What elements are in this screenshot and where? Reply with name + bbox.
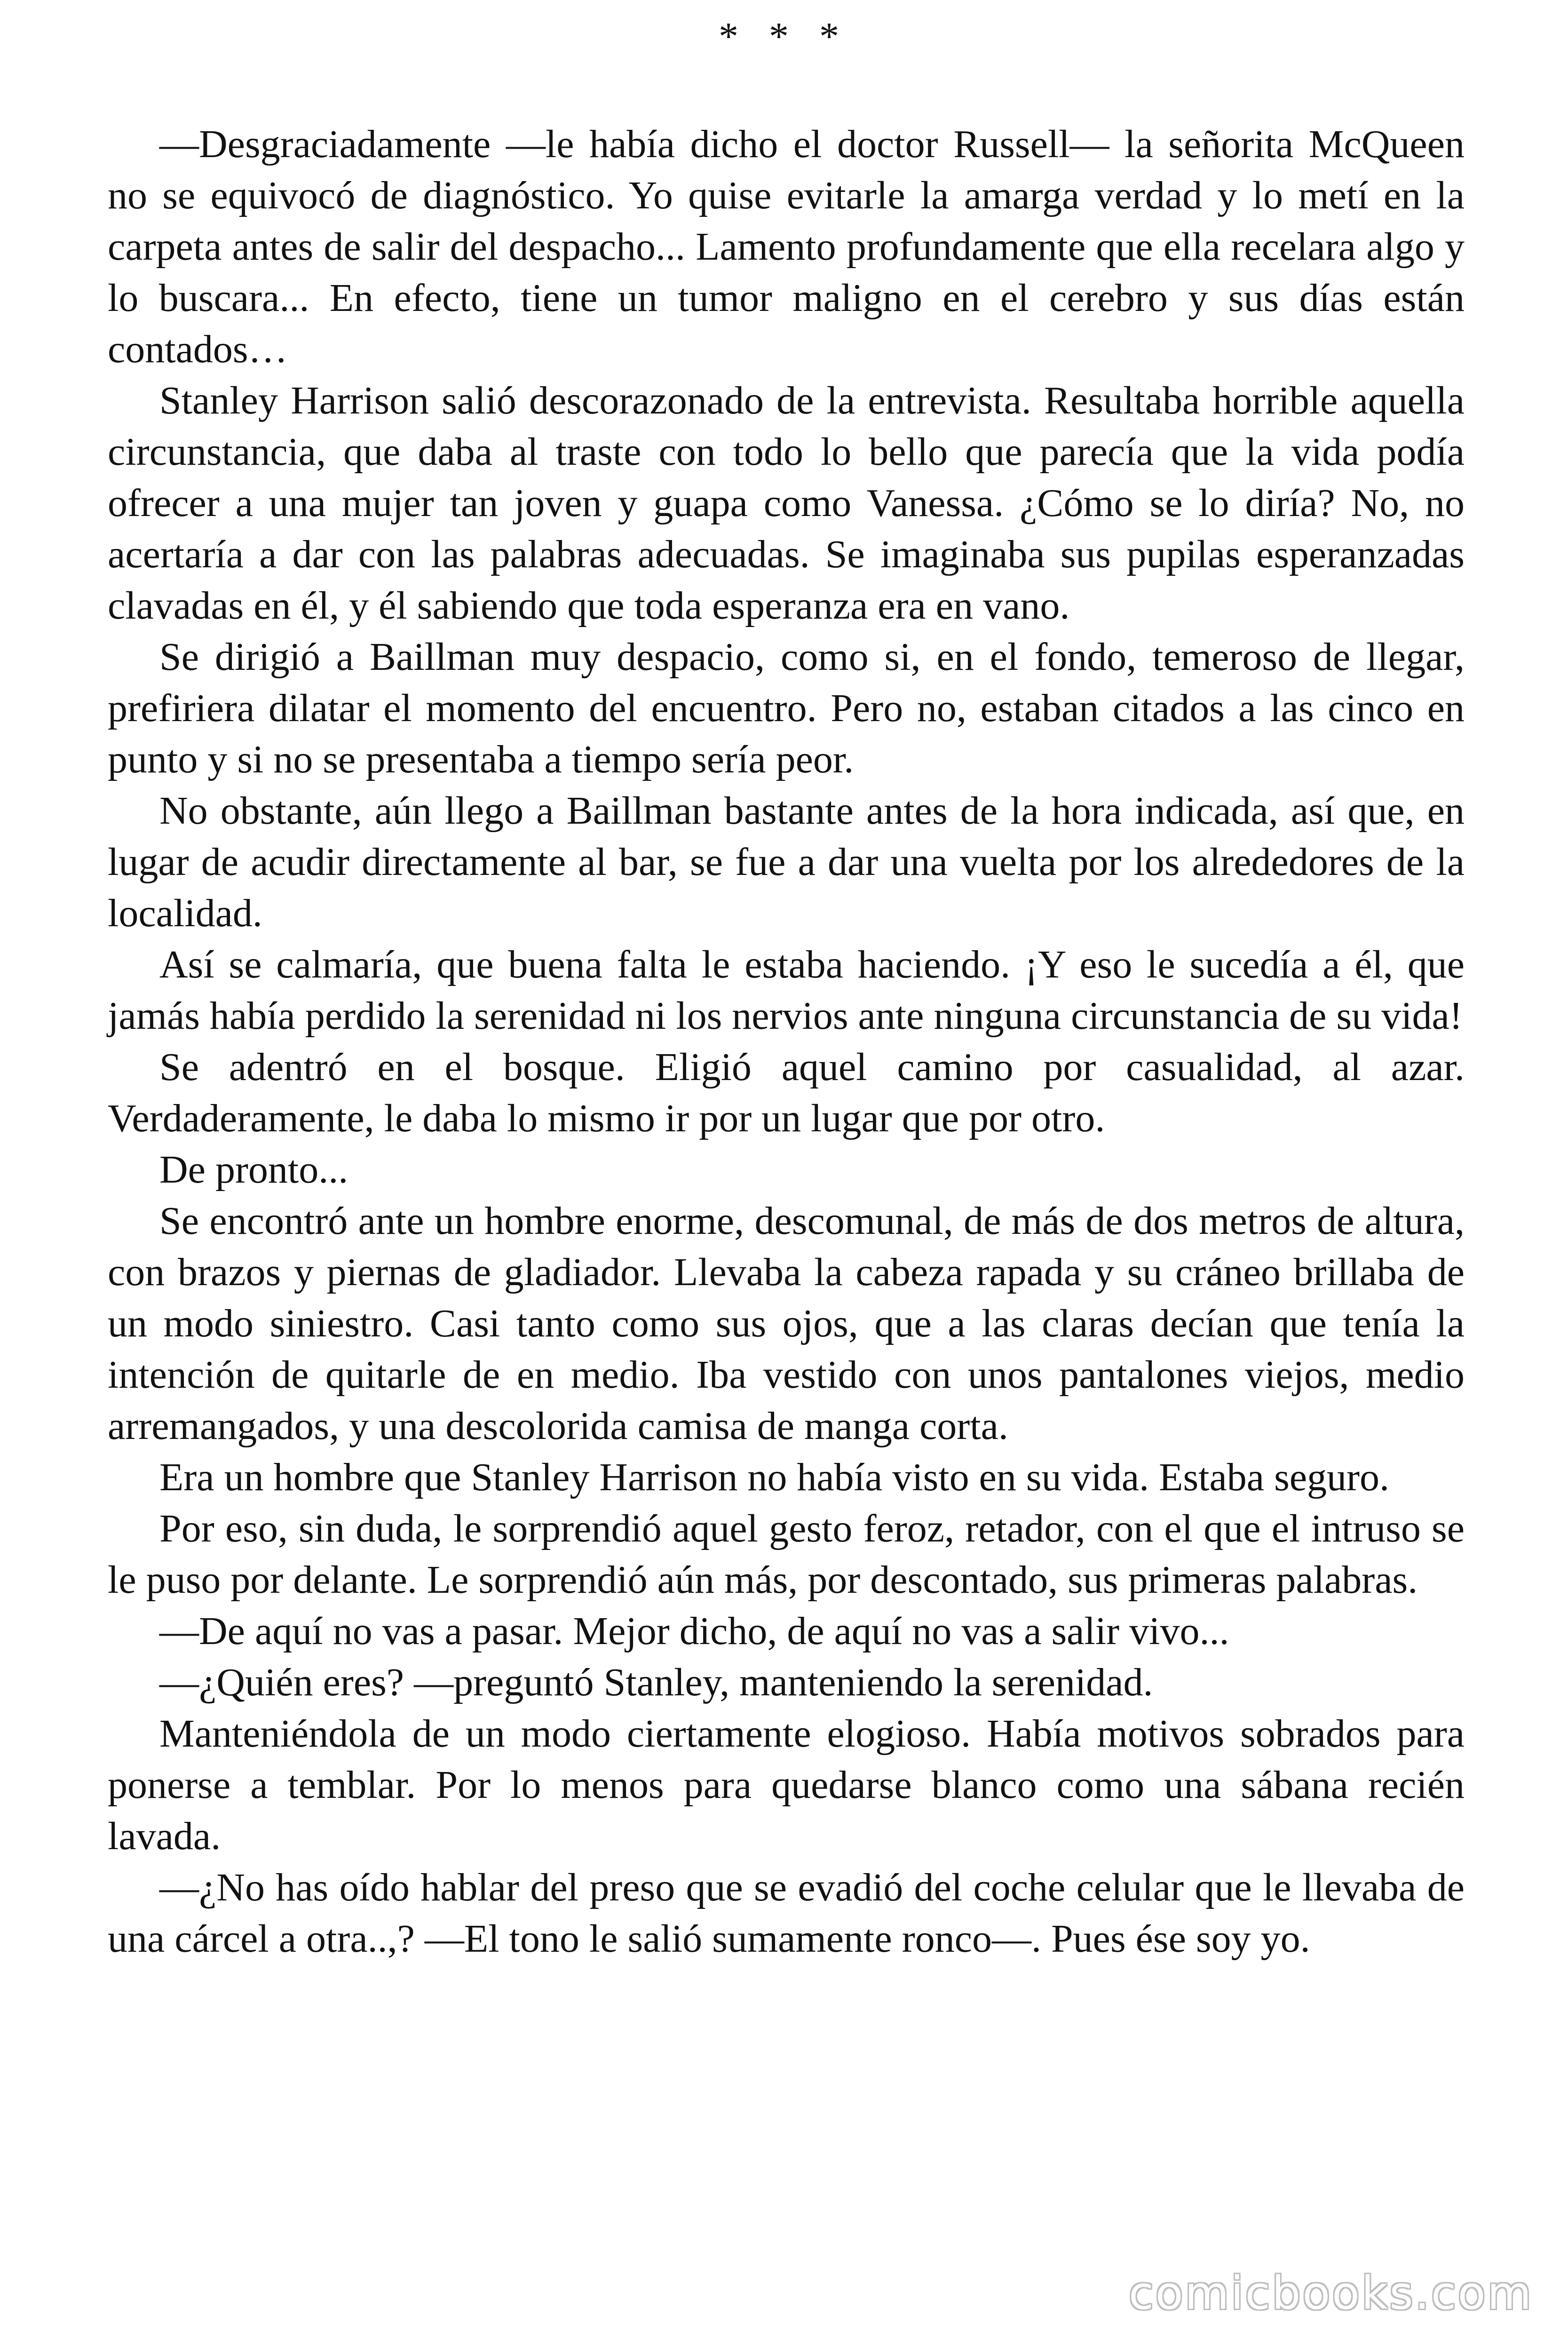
watermark-text: comicbooks.com xyxy=(1128,2267,1533,2320)
paragraph-2: Stanley Harrison salió descorazonado de la entrevista. Resultaba horrible aquella circunstancia, que daba al traste con todo lo bello que parecía que la vida podía ofrecer a una mujer tan joven y guapa como Vanessa. ¿Cómo se lo diría? No, no acertaría a dar con las palabras adecuadas. Se imaginaba sus pupilas esperanzadas clavadas en él, y él sabiendo que toda esperanza era en vano. xyxy=(108,379,1465,628)
paragraph-5: Así se calmaría, que buena falta le estaba haciendo. ¡Y eso le sucedía a él, que jamás había perdido la serenidad ni los nervios ante ninguna circunstancia de su vida! xyxy=(108,943,1465,1038)
paragraph-1: —Desgraciadamente —le había dicho el doctor Russell— la señorita McQueen no se equivocó de diagnóstico. Yo quise evitarle la amarga verdad y lo metí en la carpeta antes de salir del despacho... Lamento profundamente que ella recelara algo y lo buscara... En efecto, tiene un tumor maligno en el cerebro y sus días están contados… xyxy=(108,122,1465,371)
paragraph-3: Se dirigió a Baillman muy despacio, como si, en el fondo, temeroso de llegar, prefiriera dilatar el momento del encuentro. Pero no, estaban citados a las cinco en punto y si no se presentaba a tiempo sería peor. xyxy=(108,635,1465,781)
paragraph-4: No obstante, aún llego a Baillman bastante antes de la hora indicada, así que, en lugar de acudir directamente al bar, se fue a dar una vuelta por los alrededores de la localidad. xyxy=(108,789,1465,935)
section-separator: * * * xyxy=(719,15,849,58)
paragraph-14: —¿No has oído hablar del preso que se evadió del coche celular que le llevaba de una cárcel a otra..,? —El tono le salió sumamente ronco—. Pues ése soy yo. xyxy=(108,1866,1465,1961)
paragraph-13: Manteniéndola de un modo ciertamente elogioso. Había motivos sobrados para ponerse a temblar. Por lo menos para quedarse blanco como una sábana recién lavada. xyxy=(108,1712,1465,1858)
paragraph-8: Se encontró ante un hombre enorme, descomunal, de más de dos metros de altura, con brazos y piernas de gladiador. Llevaba la cabeza rapada y su cráneo brillaba de un modo siniestro. Casi tanto como sus ojos, que a las claras decían que tenía la intención de quitarle de en medio. Iba vestido con unos pantalones viejos, medio arremangados, y una descolorida camisa de manga corta. xyxy=(108,1199,1465,1448)
paragraph-7: De pronto... xyxy=(159,1148,348,1192)
paragraph-6: Se adentró en el bosque. Eligió aquel camino por casualidad, al azar. Verdaderamente, le daba lo mismo ir por un lugar que por otro. xyxy=(108,1045,1465,1140)
paragraph-9: Era un hombre que Stanley Harrison no había visto en su vida. Estaba seguro. xyxy=(159,1455,1390,1499)
paragraph-12: —¿Quién eres? —preguntó Stanley, manteniendo la serenidad. xyxy=(159,1661,1153,1704)
paragraph-11: —De aquí no vas a pasar. Mejor dicho, de aquí no vas a salir vivo... xyxy=(159,1609,1229,1653)
paragraph-10: Por eso, sin duda, le sorprendió aquel gesto feroz, retador, con el que el intruso se le puso por delante. Le sorprendió aún más, por descontado, sus primeras palabras. xyxy=(108,1507,1465,1602)
text-body xyxy=(108,119,1465,1964)
